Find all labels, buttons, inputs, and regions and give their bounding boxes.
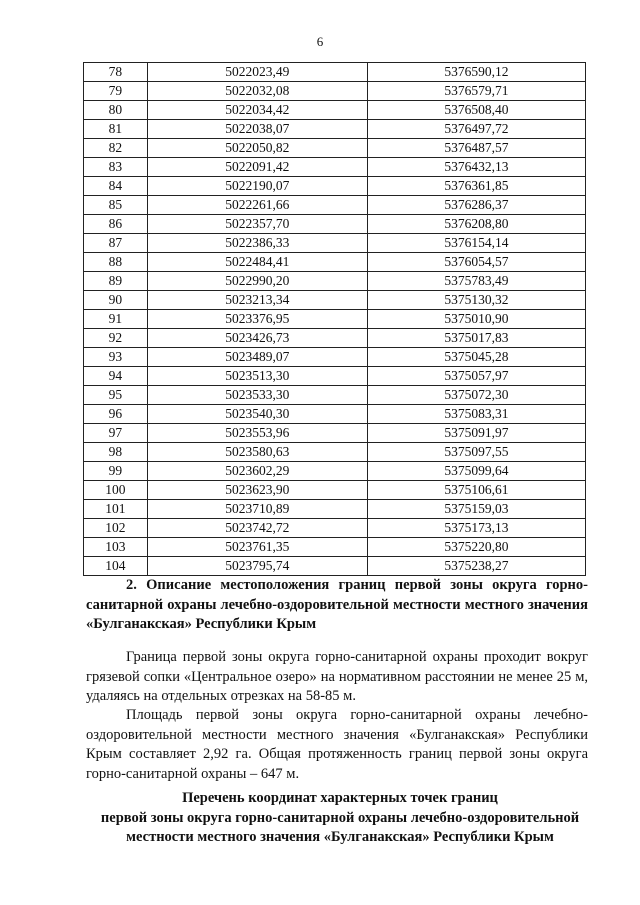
coordinates-list-heading-line: первой зоны округа горно-санитарной охраны лечебно-оздоровительной — [100, 809, 580, 826]
y-coordinate-cell: 5376286,37 — [367, 196, 585, 215]
y-coordinate-cell: 5375010,90 — [367, 310, 585, 329]
x-coordinate-cell: 5023761,35 — [147, 538, 367, 557]
x-coordinate-cell: 5023553,96 — [147, 424, 367, 443]
x-coordinate-cell: 5022261,66 — [147, 196, 367, 215]
table-row — [84, 234, 586, 253]
point-number-cell: 86 — [84, 215, 148, 234]
y-coordinate-cell: 5376432,13 — [367, 158, 585, 177]
x-coordinate-cell: 5022484,41 — [147, 253, 367, 272]
point-number-cell: 87 — [84, 234, 148, 253]
y-coordinate-cell: 5375106,61 — [367, 481, 585, 500]
point-number-cell: 94 — [84, 367, 148, 386]
x-coordinate-cell: 5023376,95 — [147, 310, 367, 329]
table-row — [84, 177, 586, 196]
table-row — [84, 196, 586, 215]
point-number-cell: 95 — [84, 386, 148, 405]
point-number-cell: 100 — [84, 481, 148, 500]
coordinates-table — [83, 62, 586, 576]
table-row — [84, 348, 586, 367]
table-row — [84, 82, 586, 101]
point-number-cell: 92 — [84, 329, 148, 348]
x-coordinate-cell: 5023513,30 — [147, 367, 367, 386]
coordinates-list-heading-line: местности местного значения «Булганакская» Республики Крым — [126, 829, 554, 845]
y-coordinate-cell: 5375173,13 — [367, 519, 585, 538]
table-row — [84, 519, 586, 538]
y-coordinate-cell: 5376361,85 — [367, 177, 585, 196]
area-description-paragraph: Площадь первой зоны округа горно-санитарной охраны лечебно-оздоровительной местности местного значения «Булганакская» Республики Крым составляет 2,92 га. Общая протяженность границ первой зоны округа горно-санитарной охраны – 647 м. — [86, 707, 588, 782]
point-number-cell: 97 — [84, 424, 148, 443]
y-coordinate-cell: 5375783,49 — [367, 272, 585, 291]
point-number-cell: 96 — [84, 405, 148, 424]
coordinates-list-heading-line: Перечень координат характерных точек границ — [182, 790, 498, 806]
x-coordinate-cell: 5023742,72 — [147, 519, 367, 538]
point-number-cell: 103 — [84, 538, 148, 557]
y-coordinate-cell: 5375097,55 — [367, 443, 585, 462]
boundary-description-paragraph: Граница первой зоны округа горно-санитарной охраны проходит вокруг грязевой сопки «Центральное озеро» на нормативном расстоянии не менее 25 м, удаляясь на отдельных отрезках на 58-85 м. — [86, 649, 588, 704]
x-coordinate-cell: 5022023,49 — [147, 63, 367, 82]
y-coordinate-cell: 5375159,03 — [367, 500, 585, 519]
point-number-cell: 90 — [84, 291, 148, 310]
x-coordinate-cell: 5023533,30 — [147, 386, 367, 405]
point-number-cell: 79 — [84, 82, 148, 101]
point-number-cell: 80 — [84, 101, 148, 120]
table-row — [84, 367, 586, 386]
point-number-cell: 82 — [84, 139, 148, 158]
table-row — [84, 158, 586, 177]
y-coordinate-cell: 5375099,64 — [367, 462, 585, 481]
x-coordinate-cell: 5022386,33 — [147, 234, 367, 253]
x-coordinate-cell: 5022357,70 — [147, 215, 367, 234]
y-coordinate-cell: 5375130,32 — [367, 291, 585, 310]
x-coordinate-cell: 5022034,42 — [147, 101, 367, 120]
table-row — [84, 139, 586, 158]
x-coordinate-cell: 5023540,30 — [147, 405, 367, 424]
point-number-cell: 88 — [84, 253, 148, 272]
x-coordinate-cell: 5022032,08 — [147, 82, 367, 101]
x-coordinate-cell: 5023580,63 — [147, 443, 367, 462]
point-number-cell: 104 — [84, 557, 148, 576]
table-row — [84, 63, 586, 82]
table-row — [84, 291, 586, 310]
table-row — [84, 329, 586, 348]
point-number-cell: 93 — [84, 348, 148, 367]
x-coordinate-cell: 5023710,89 — [147, 500, 367, 519]
y-coordinate-cell: 5375220,80 — [367, 538, 585, 557]
x-coordinate-cell: 5022091,42 — [147, 158, 367, 177]
y-coordinate-cell: 5375083,31 — [367, 405, 585, 424]
table-row — [84, 557, 586, 576]
table-row — [84, 424, 586, 443]
table-row — [84, 215, 586, 234]
table-row — [84, 462, 586, 481]
table-row — [84, 386, 586, 405]
point-number-cell: 83 — [84, 158, 148, 177]
y-coordinate-cell: 5375057,97 — [367, 367, 585, 386]
point-number-cell: 84 — [84, 177, 148, 196]
table-row — [84, 538, 586, 557]
coordinates-table-body — [84, 63, 586, 576]
y-coordinate-cell: 5375238,27 — [367, 557, 585, 576]
y-coordinate-cell: 5376487,57 — [367, 139, 585, 158]
table-row — [84, 443, 586, 462]
point-number-cell: 78 — [84, 63, 148, 82]
point-number-cell: 85 — [84, 196, 148, 215]
point-number-cell: 102 — [84, 519, 148, 538]
point-number-cell: 91 — [84, 310, 148, 329]
y-coordinate-cell: 5376579,71 — [367, 82, 585, 101]
section-2-heading: 2. Описание местоположения границ первой зоны округа горно-санитарной охраны лечебно-оздоровительной местности местного значения «Булганакская» Республики Крым — [86, 577, 588, 632]
x-coordinate-cell: 5022050,82 — [147, 139, 367, 158]
page-number: 6 — [316, 34, 324, 49]
table-row — [84, 405, 586, 424]
x-coordinate-cell: 5023623,90 — [147, 481, 367, 500]
x-coordinate-cell: 5023489,07 — [147, 348, 367, 367]
table-row — [84, 310, 586, 329]
y-coordinate-cell: 5376497,72 — [367, 120, 585, 139]
y-coordinate-cell: 5375017,83 — [367, 329, 585, 348]
y-coordinate-cell: 5376208,80 — [367, 215, 585, 234]
y-coordinate-cell: 5376054,57 — [367, 253, 585, 272]
y-coordinate-cell: 5375091,97 — [367, 424, 585, 443]
point-number-cell: 101 — [84, 500, 148, 519]
x-coordinate-cell: 5022038,07 — [147, 120, 367, 139]
y-coordinate-cell: 5375045,28 — [367, 348, 585, 367]
coordinates-list-heading — [60, 789, 620, 848]
point-number-cell: 99 — [84, 462, 148, 481]
table-row — [84, 272, 586, 291]
point-number-cell: 98 — [84, 443, 148, 462]
x-coordinate-cell: 5023213,34 — [147, 291, 367, 310]
x-coordinate-cell: 5023795,74 — [147, 557, 367, 576]
y-coordinate-cell: 5375072,30 — [367, 386, 585, 405]
x-coordinate-cell: 5022990,20 — [147, 272, 367, 291]
y-coordinate-cell: 5376590,12 — [367, 63, 585, 82]
x-coordinate-cell: 5023426,73 — [147, 329, 367, 348]
table-row — [84, 120, 586, 139]
x-coordinate-cell: 5022190,07 — [147, 177, 367, 196]
table-row — [84, 101, 586, 120]
x-coordinate-cell: 5023602,29 — [147, 462, 367, 481]
point-number-cell: 89 — [84, 272, 148, 291]
table-row — [84, 481, 586, 500]
y-coordinate-cell: 5376154,14 — [367, 234, 585, 253]
point-number-cell: 81 — [84, 120, 148, 139]
table-row — [84, 500, 586, 519]
y-coordinate-cell: 5376508,40 — [367, 101, 585, 120]
table-row — [84, 253, 586, 272]
